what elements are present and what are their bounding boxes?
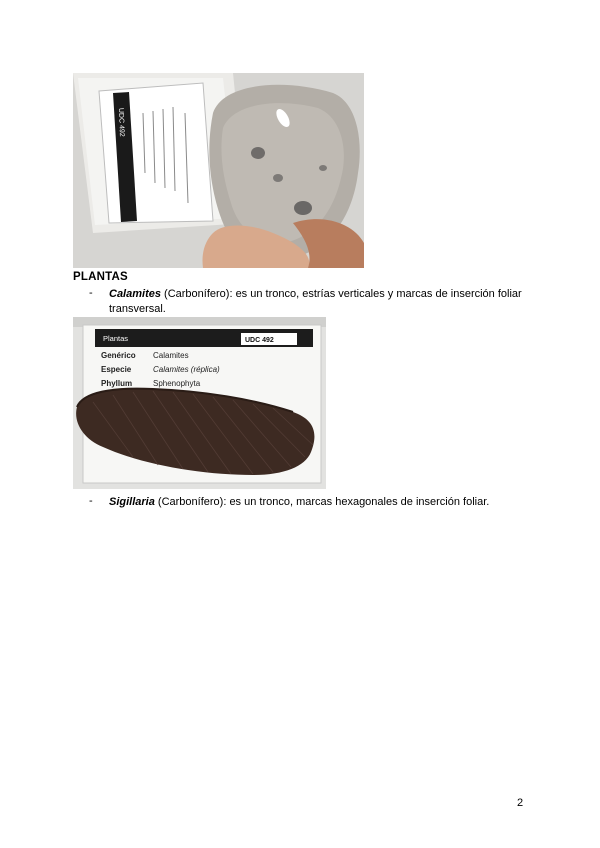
label-value-phyllum: Sphenophyta bbox=[153, 379, 201, 388]
specimen-photo-calamites bbox=[73, 317, 326, 489]
section-heading-plantas: PLANTAS bbox=[73, 271, 128, 283]
rock-specimen-image bbox=[73, 73, 364, 268]
item-description-calamites: (Carbonífero): es un tronco, estrías verticales y marcas de inserción foliar transversal. bbox=[109, 288, 522, 315]
label-value-generico: Calamites bbox=[153, 351, 189, 360]
bullet-dash: - bbox=[89, 287, 93, 299]
item-name-sigillaria: Sigillaria bbox=[109, 496, 155, 508]
page-number: 2 bbox=[517, 797, 524, 809]
photo2-label-category: Plantas bbox=[103, 334, 129, 343]
specimen-photo-rock bbox=[73, 73, 364, 268]
list-item-sigillaria bbox=[109, 495, 549, 510]
list-item-calamites bbox=[109, 287, 539, 317]
bullet-dash: - bbox=[89, 495, 93, 507]
label-key-generico: Genérico bbox=[101, 351, 136, 360]
label-key-phyllum: Phyllum bbox=[101, 379, 133, 388]
label-key-especie: Especie bbox=[101, 365, 132, 374]
photo2-label-code: UDC 492 bbox=[245, 337, 274, 344]
item-name-calamites: Calamites bbox=[109, 288, 161, 300]
label-value-especie: Calamites (réplica) bbox=[153, 365, 220, 374]
item-description-sigillaria: (Carbonífero): es un tronco, marcas hexagonales de inserción foliar. bbox=[154, 496, 490, 508]
photo1-label-code: UDC 492 bbox=[117, 107, 126, 137]
calamites-specimen-image bbox=[73, 317, 326, 489]
